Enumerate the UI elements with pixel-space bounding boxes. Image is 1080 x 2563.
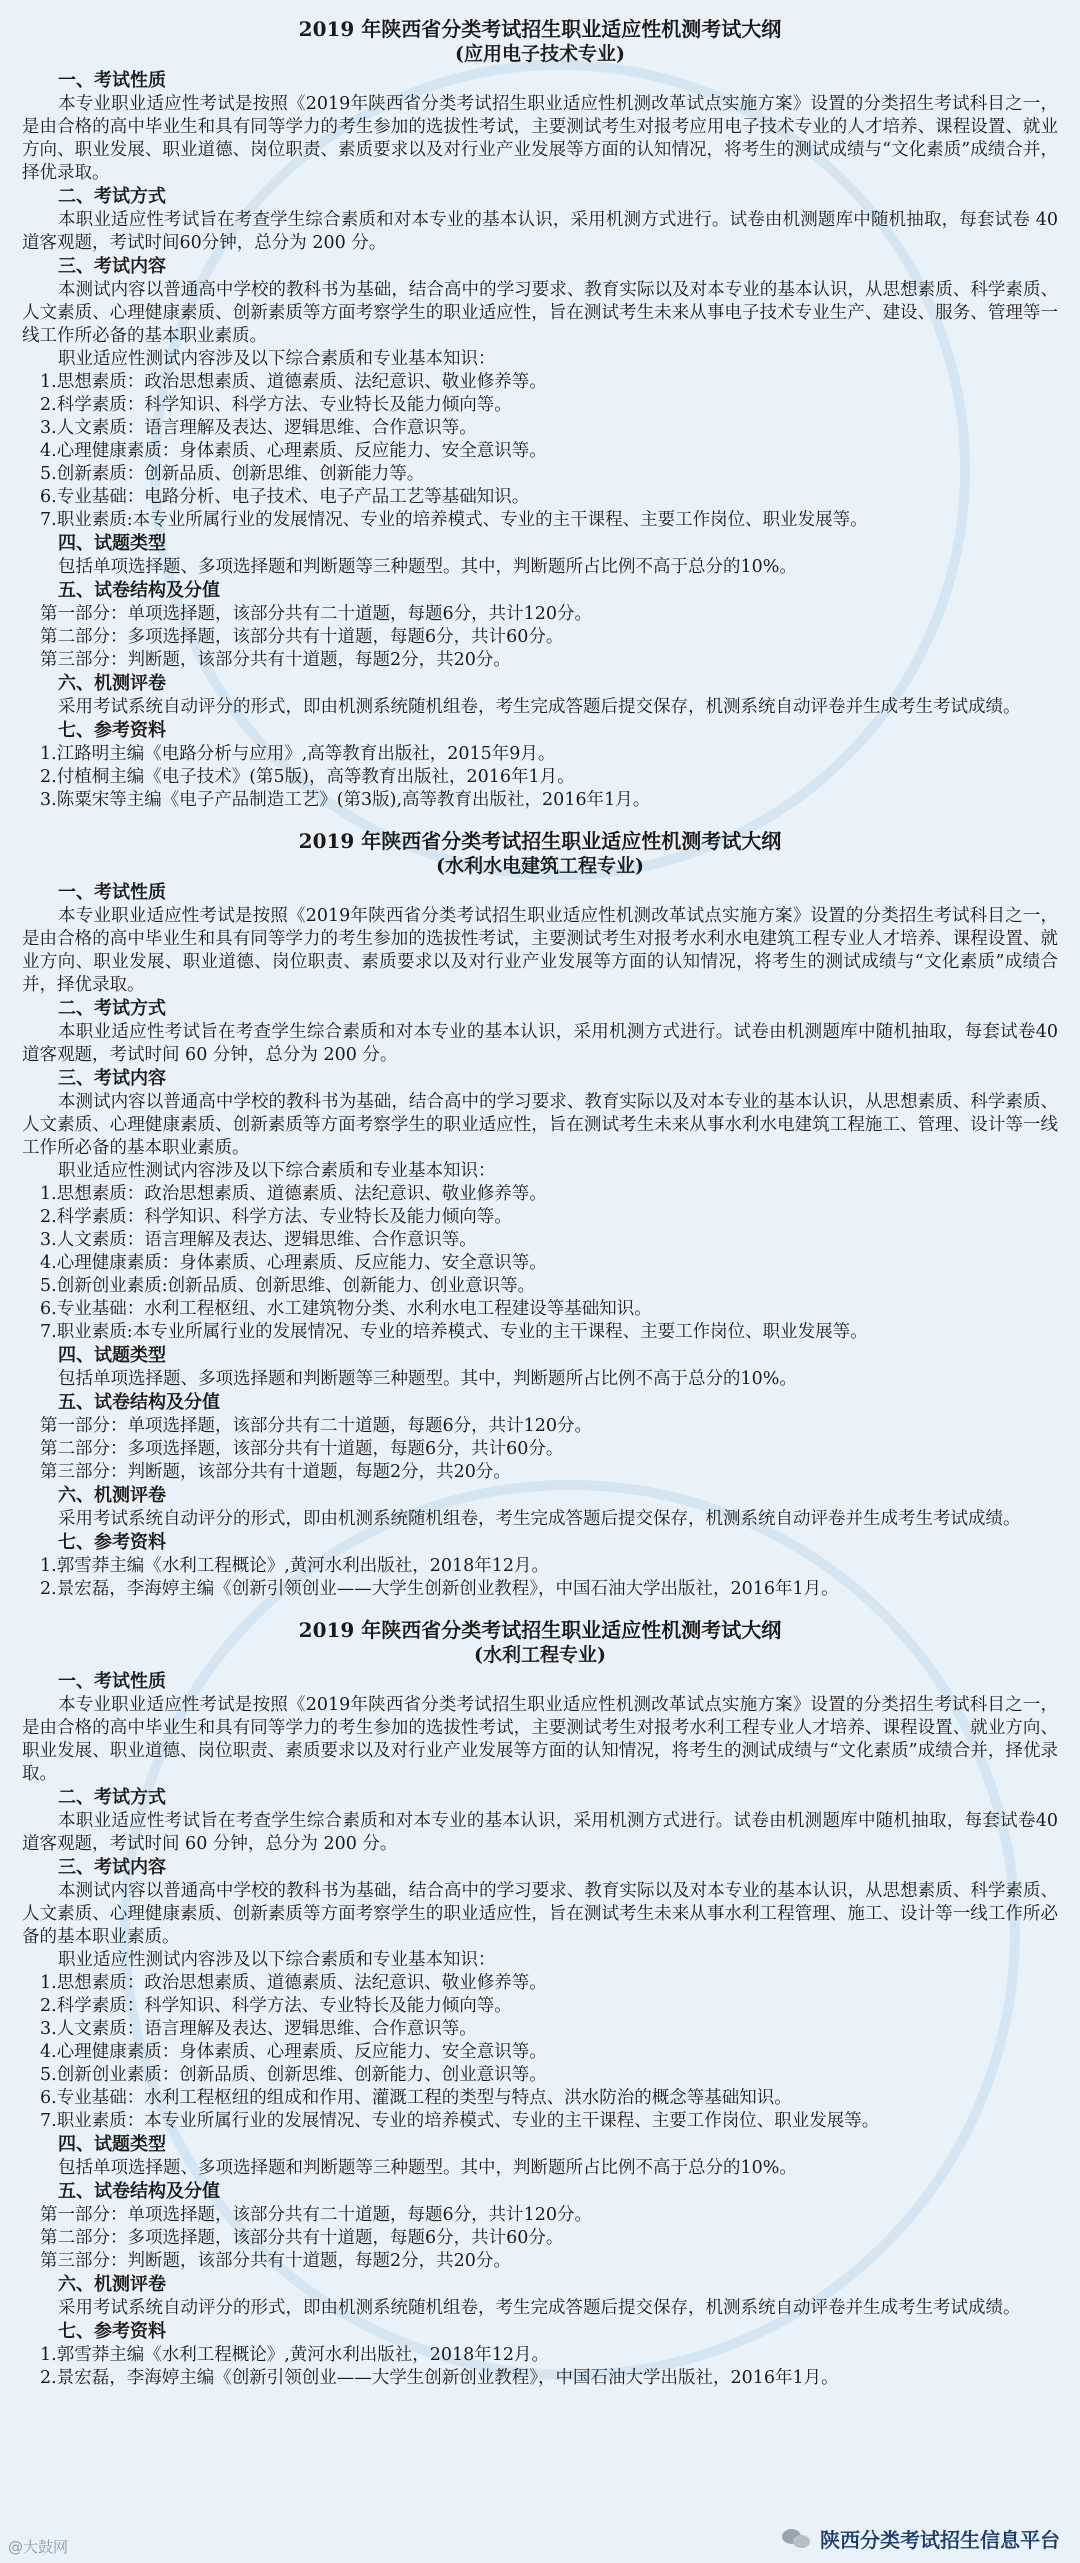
list-item: 3.人文素质：语言理解及表达、逻辑思维、合作意识等。: [40, 418, 477, 438]
list-item: 4.心理健康素质：身体素质、心理素质、反应能力、安全意识等。: [40, 441, 547, 461]
list-item: 5.创新创业素质:创新品质、创新思维、创新能力、创业意识等。: [40, 1276, 536, 1296]
list-item: 第一部分：单项选择题，该部分共有二十道题，每题6分，共计120分。: [40, 1416, 593, 1436]
paragraph: 本测试内容以普通高中学校的教科书为基础，结合高中的学习要求、教育实际以及对本专业的基本认识，从思想素质、科学素质、人文素质、心理健康素质、创新素质等方面考察学生的职业适应性，旨在测试考生未来从事水利工程管理、施工、设计等一线工作所必备的基本职业素质。: [22, 1881, 1058, 1947]
section: [22, 255, 1058, 532]
paragraph: 职业适应性测试内容涉及以下综合素质和专业基本知识：: [58, 1950, 496, 1970]
list-item: 第二部分：多项选择题，该部分共有十道题，每题6分，共计60分。: [40, 2228, 564, 2248]
section-heading: 七、参考资料: [58, 1532, 166, 1553]
list-item: 1.郭雪莽主编《水利工程概论》,黄河水利出版社，2018年12月。: [40, 1556, 550, 1576]
section: [22, 69, 1058, 185]
section-heading: 一、考试性质: [58, 1671, 166, 1692]
doc-title: 2019 年陕西省分类考试招生职业适应性机测考试大纲: [298, 829, 782, 853]
section: [22, 672, 1058, 719]
account-name: 陕西分类考试招生信息平台: [820, 2528, 1060, 2552]
paragraph: 本专业职业适应性考试是按照《2019年陕西省分类考试招生职业适应性机测改革试点实施方案》设置的分类招生考试科目之一，是由合格的高中毕业生和具有同等学力的考生参加的选拔性考试，主要测试考生对报考水利水电建筑工程专业人才培养、课程设置、就业方向、职业发展、职业道德、岗位职责、素质要求以及对行业产业发展等方面的认知情况，将考生的测试成绩与“文化素质”成绩合并，择优录取。: [22, 906, 1058, 995]
section: [22, 2320, 1058, 2390]
list-item: 7.职业素质：本专业所属行业的发展情况、专业的培养模式、专业的主干课程、主要工作岗位、职业发展等。: [40, 2111, 880, 2131]
section-heading: 五、试卷结构及分值: [58, 580, 220, 601]
list-item: 5.创新创业素质：创新品质、创新思维、创新能力、创业意识等。: [40, 2065, 547, 2085]
list-item: 1.郭雪莽主编《水利工程概论》,黄河水利出版社，2018年12月。: [40, 2345, 550, 2365]
syllabus-1: [22, 16, 1058, 812]
paragraph: 本专业职业适应性考试是按照《2019年陕西省分类考试招生职业适应性机测改革试点实施方案》设置的分类招生考试科目之一，是由合格的高中毕业生和具有同等学力的考生参加的选拔性考试，主要测试考生对报考应用电子技术专业的人才培养、课程设置、就业方向、职业发展、职业道德、岗位职责、素质要求以及对行业产业发展等方面的认知情况，将考生的测试成绩与“文化素质”成绩合并，择优录取。: [22, 94, 1058, 183]
list-item: 3.人文素质：语言理解及表达、逻辑思维、合作意识等。: [40, 2019, 477, 2039]
section: [22, 2180, 1058, 2273]
list-item: 4.心理健康素质：身体素质、心理素质、反应能力、安全意识等。: [40, 2042, 547, 2062]
section-heading: 五、试卷结构及分值: [58, 2181, 220, 2202]
section: [22, 579, 1058, 672]
paragraph: 本职业适应性考试旨在考查学生综合素质和对本专业的基本认识，采用机测方式进行。试卷由机测题库中随机抽取，每套试卷40道客观题，考试时间 60 分钟，总分为 200 分。: [22, 1811, 1058, 1854]
list-item: 2.科学素质：科学知识、科学方法、专业特长及能力倾向等。: [40, 1207, 512, 1227]
list-item: 第一部分：单项选择题，该部分共有二十道题，每题6分，共计120分。: [40, 604, 593, 624]
list-item: 2.景宏磊，李海婷主编《创新引领创业——大学生创新创业教程》，中国石油大学出版社，2016年1月。: [40, 1579, 839, 1599]
list-item: 6.专业基础：水利工程枢纽、水工建筑物分类、水利水电工程建设等基础知识。: [40, 1299, 652, 1319]
section-heading: 六、机测评卷: [58, 673, 166, 694]
list-item: 1.江路明主编《电路分析与应用》,高等教育出版社，2015年9月。: [40, 744, 556, 764]
section: [22, 1344, 1058, 1391]
section-heading: 六、机测评卷: [58, 1485, 166, 1506]
account-signature: [782, 2524, 1060, 2553]
corner-watermark: @大鼓网: [8, 2538, 69, 2556]
section: [22, 881, 1058, 997]
section-heading: 四、试题类型: [58, 1345, 166, 1366]
list-item: 6.专业基础：水利工程枢纽的组成和作用、灌溉工程的类型与特点、洪水防治的概念等基础知识。: [40, 2088, 792, 2108]
paragraph: 本测试内容以普通高中学校的教科书为基础，结合高中的学习要求、教育实际以及对本专业的基本认识，从思想素质、科学素质、人文素质、心理健康素质、创新素质等方面考察学生的职业适应性，旨在测试考生未来从事水利水电建筑工程施工、管理、设计等一线工作所必备的基本职业素质。: [22, 1092, 1058, 1158]
list-item: 4.心理健康素质：身体素质、心理素质、反应能力、安全意识等。: [40, 1253, 547, 1273]
list-item: 3.陈粟宋等主编《电子产品制造工艺》(第3版),高等教育出版社，2016年1月。: [40, 790, 651, 810]
paragraph: 包括单项选择题、多项选择题和判断题等三种题型。其中，判断题所占比例不高于总分的10%。: [58, 2158, 797, 2178]
section: [22, 719, 1058, 812]
list-item: 第一部分：单项选择题，该部分共有二十道题，每题6分，共计120分。: [40, 2205, 593, 2225]
list-item: 1.思想素质：政治思想素质、道德素质、法纪意识、敬业修养等。: [40, 1973, 547, 1993]
section: [22, 1391, 1058, 1484]
list-item: 2.付植桐主编《电子技术》(第5版)，高等教育出版社，2016年1月。: [40, 767, 575, 787]
wechat-icon: [782, 2527, 812, 2551]
paragraph: 本职业适应性考试旨在考查学生综合素质和对本专业的基本认识，采用机测方式进行。试卷由机测题库中随机抽取，每套试卷40道客观题，考试时间 60 分钟，总分为 200 分。: [22, 1022, 1058, 1065]
section: [22, 1067, 1058, 1344]
section: [22, 997, 1058, 1067]
paragraph: 本职业适应性考试旨在考查学生综合素质和对本专业的基本认识，采用机测方式进行。试卷由机测题库中随机抽取，每套试卷 40道客观题，考试时间60分钟，总分为 200 分。: [22, 210, 1058, 253]
section: [22, 1786, 1058, 1856]
section-heading: 七、参考资料: [58, 2321, 166, 2342]
section-heading: 三、考试内容: [58, 1068, 166, 1089]
section-heading: 一、考试性质: [58, 882, 166, 903]
syllabus-3: [22, 1617, 1058, 2390]
list-item: 2.科学素质：科学知识、科学方法、专业特长及能力倾向等。: [40, 395, 512, 415]
doc-title: 2019 年陕西省分类考试招生职业适应性机测考试大纲: [298, 1618, 782, 1642]
list-item: 第三部分：判断题，该部分共有十道题，每题2分，共20分。: [40, 650, 511, 670]
list-item: 第三部分：判断题，该部分共有十道题，每题2分，共20分。: [40, 1462, 511, 1482]
paragraph: 本专业职业适应性考试是按照《2019年陕西省分类考试招生职业适应性机测改革试点实施方案》设置的分类招生考试科目之一，是由合格的高中毕业生和具有同等学力的考生参加的选拔性考试，主要测试考生对报考水利工程专业人才培养、课程设置、就业方向、职业发展、职业道德、岗位职责、素质要求以及对行业产业发展等方面的认知情况，将考生的测试成绩与“文化素质”成绩合并，择优录取。: [22, 1695, 1058, 1784]
section: [22, 532, 1058, 579]
section-heading: 六、机测评卷: [58, 2274, 166, 2295]
section-heading: 五、试卷结构及分值: [58, 1392, 220, 1413]
section: [22, 2133, 1058, 2180]
list-item: 第二部分：多项选择题，该部分共有十道题，每题6分，共计60分。: [40, 627, 564, 647]
list-item: 7.职业素质:本专业所属行业的发展情况、专业的培养模式、专业的主干课程、主要工作岗位、职业发展等。: [40, 1322, 868, 1342]
syllabus-2: [22, 828, 1058, 1601]
paragraph: 采用考试系统自动评分的形式，即由机测系统随机组卷，考生完成答题后提交保存，机测系统自动评卷并生成考生考试成绩。: [58, 1509, 1021, 1529]
section-heading: 二、考试方式: [58, 998, 166, 1019]
paragraph: 采用考试系统自动评分的形式，即由机测系统随机组卷，考生完成答题后提交保存，机测系统自动评卷并生成考生考试成绩。: [58, 2298, 1021, 2318]
list-item: 2.景宏磊，李海婷主编《创新引领创业——大学生创新创业教程》，中国石油大学出版社，2016年1月。: [40, 2368, 839, 2388]
list-item: 6.专业基础：电路分析、电子技术、电子产品工艺等基础知识。: [40, 487, 530, 507]
paragraph: 包括单项选择题、多项选择题和判断题等三种题型。其中，判断题所占比例不高于总分的10%。: [58, 557, 797, 577]
section: [22, 1484, 1058, 1531]
section-heading: 三、考试内容: [58, 256, 166, 277]
section: [22, 1531, 1058, 1601]
doc-subtitle: (水利工程专业): [474, 1644, 606, 1666]
section-heading: 七、参考资料: [58, 720, 166, 741]
paragraph: 职业适应性测试内容涉及以下综合素质和专业基本知识：: [58, 349, 496, 369]
paragraph: 职业适应性测试内容涉及以下综合素质和专业基本知识：: [58, 1161, 496, 1181]
doc-title: 2019 年陕西省分类考试招生职业适应性机测考试大纲: [298, 17, 782, 41]
doc-subtitle: (水利水电建筑工程专业): [436, 855, 644, 877]
list-item: 7.职业素质:本专业所属行业的发展情况、专业的培养模式、专业的主干课程、主要工作岗位、职业发展等。: [40, 510, 868, 530]
section-heading: 四、试题类型: [58, 2134, 166, 2155]
list-item: 2.科学素质：科学知识、科学方法、专业特长及能力倾向等。: [40, 1996, 512, 2016]
section-heading: 三、考试内容: [58, 1857, 166, 1878]
list-item: 5.创新素质：创新品质、创新思维、创新能力等。: [40, 464, 425, 484]
section-heading: 二、考试方式: [58, 186, 166, 207]
section-heading: 二、考试方式: [58, 1787, 166, 1808]
section: [22, 2273, 1058, 2320]
section-heading: 四、试题类型: [58, 533, 166, 554]
list-item: 第三部分：判断题，该部分共有十道题，每题2分，共20分。: [40, 2251, 511, 2271]
section: [22, 1670, 1058, 1786]
list-item: 1.思想素质：政治思想素质、道德素质、法纪意识、敬业修养等。: [40, 372, 547, 392]
section-heading: 一、考试性质: [58, 70, 166, 91]
paragraph: 包括单项选择题、多项选择题和判断题等三种题型。其中，判断题所占比例不高于总分的10%。: [58, 1369, 797, 1389]
list-item: 1.思想素质：政治思想素质、道德素质、法纪意识、敬业修养等。: [40, 1184, 547, 1204]
paragraph: 采用考试系统自动评分的形式，即由机测系统随机组卷，考生完成答题后提交保存，机测系统自动评卷并生成考生考试成绩。: [58, 697, 1021, 717]
section: [22, 185, 1058, 255]
doc-subtitle: (应用电子技术专业): [455, 43, 625, 65]
list-item: 3.人文素质：语言理解及表达、逻辑思维、合作意识等。: [40, 1230, 477, 1250]
section: [22, 1856, 1058, 2133]
list-item: 第二部分：多项选择题，该部分共有十道题，每题6分，共计60分。: [40, 1439, 564, 1459]
paragraph: 本测试内容以普通高中学校的教科书为基础，结合高中的学习要求、教育实际以及对本专业的基本认识，从思想素质、科学素质、人文素质、心理健康素质、创新素质等方面考察学生的职业适应性，旨在测试考生未来从事电子技术专业生产、建设、服务、管理等一线工作所必备的基本职业素质。: [22, 280, 1058, 346]
